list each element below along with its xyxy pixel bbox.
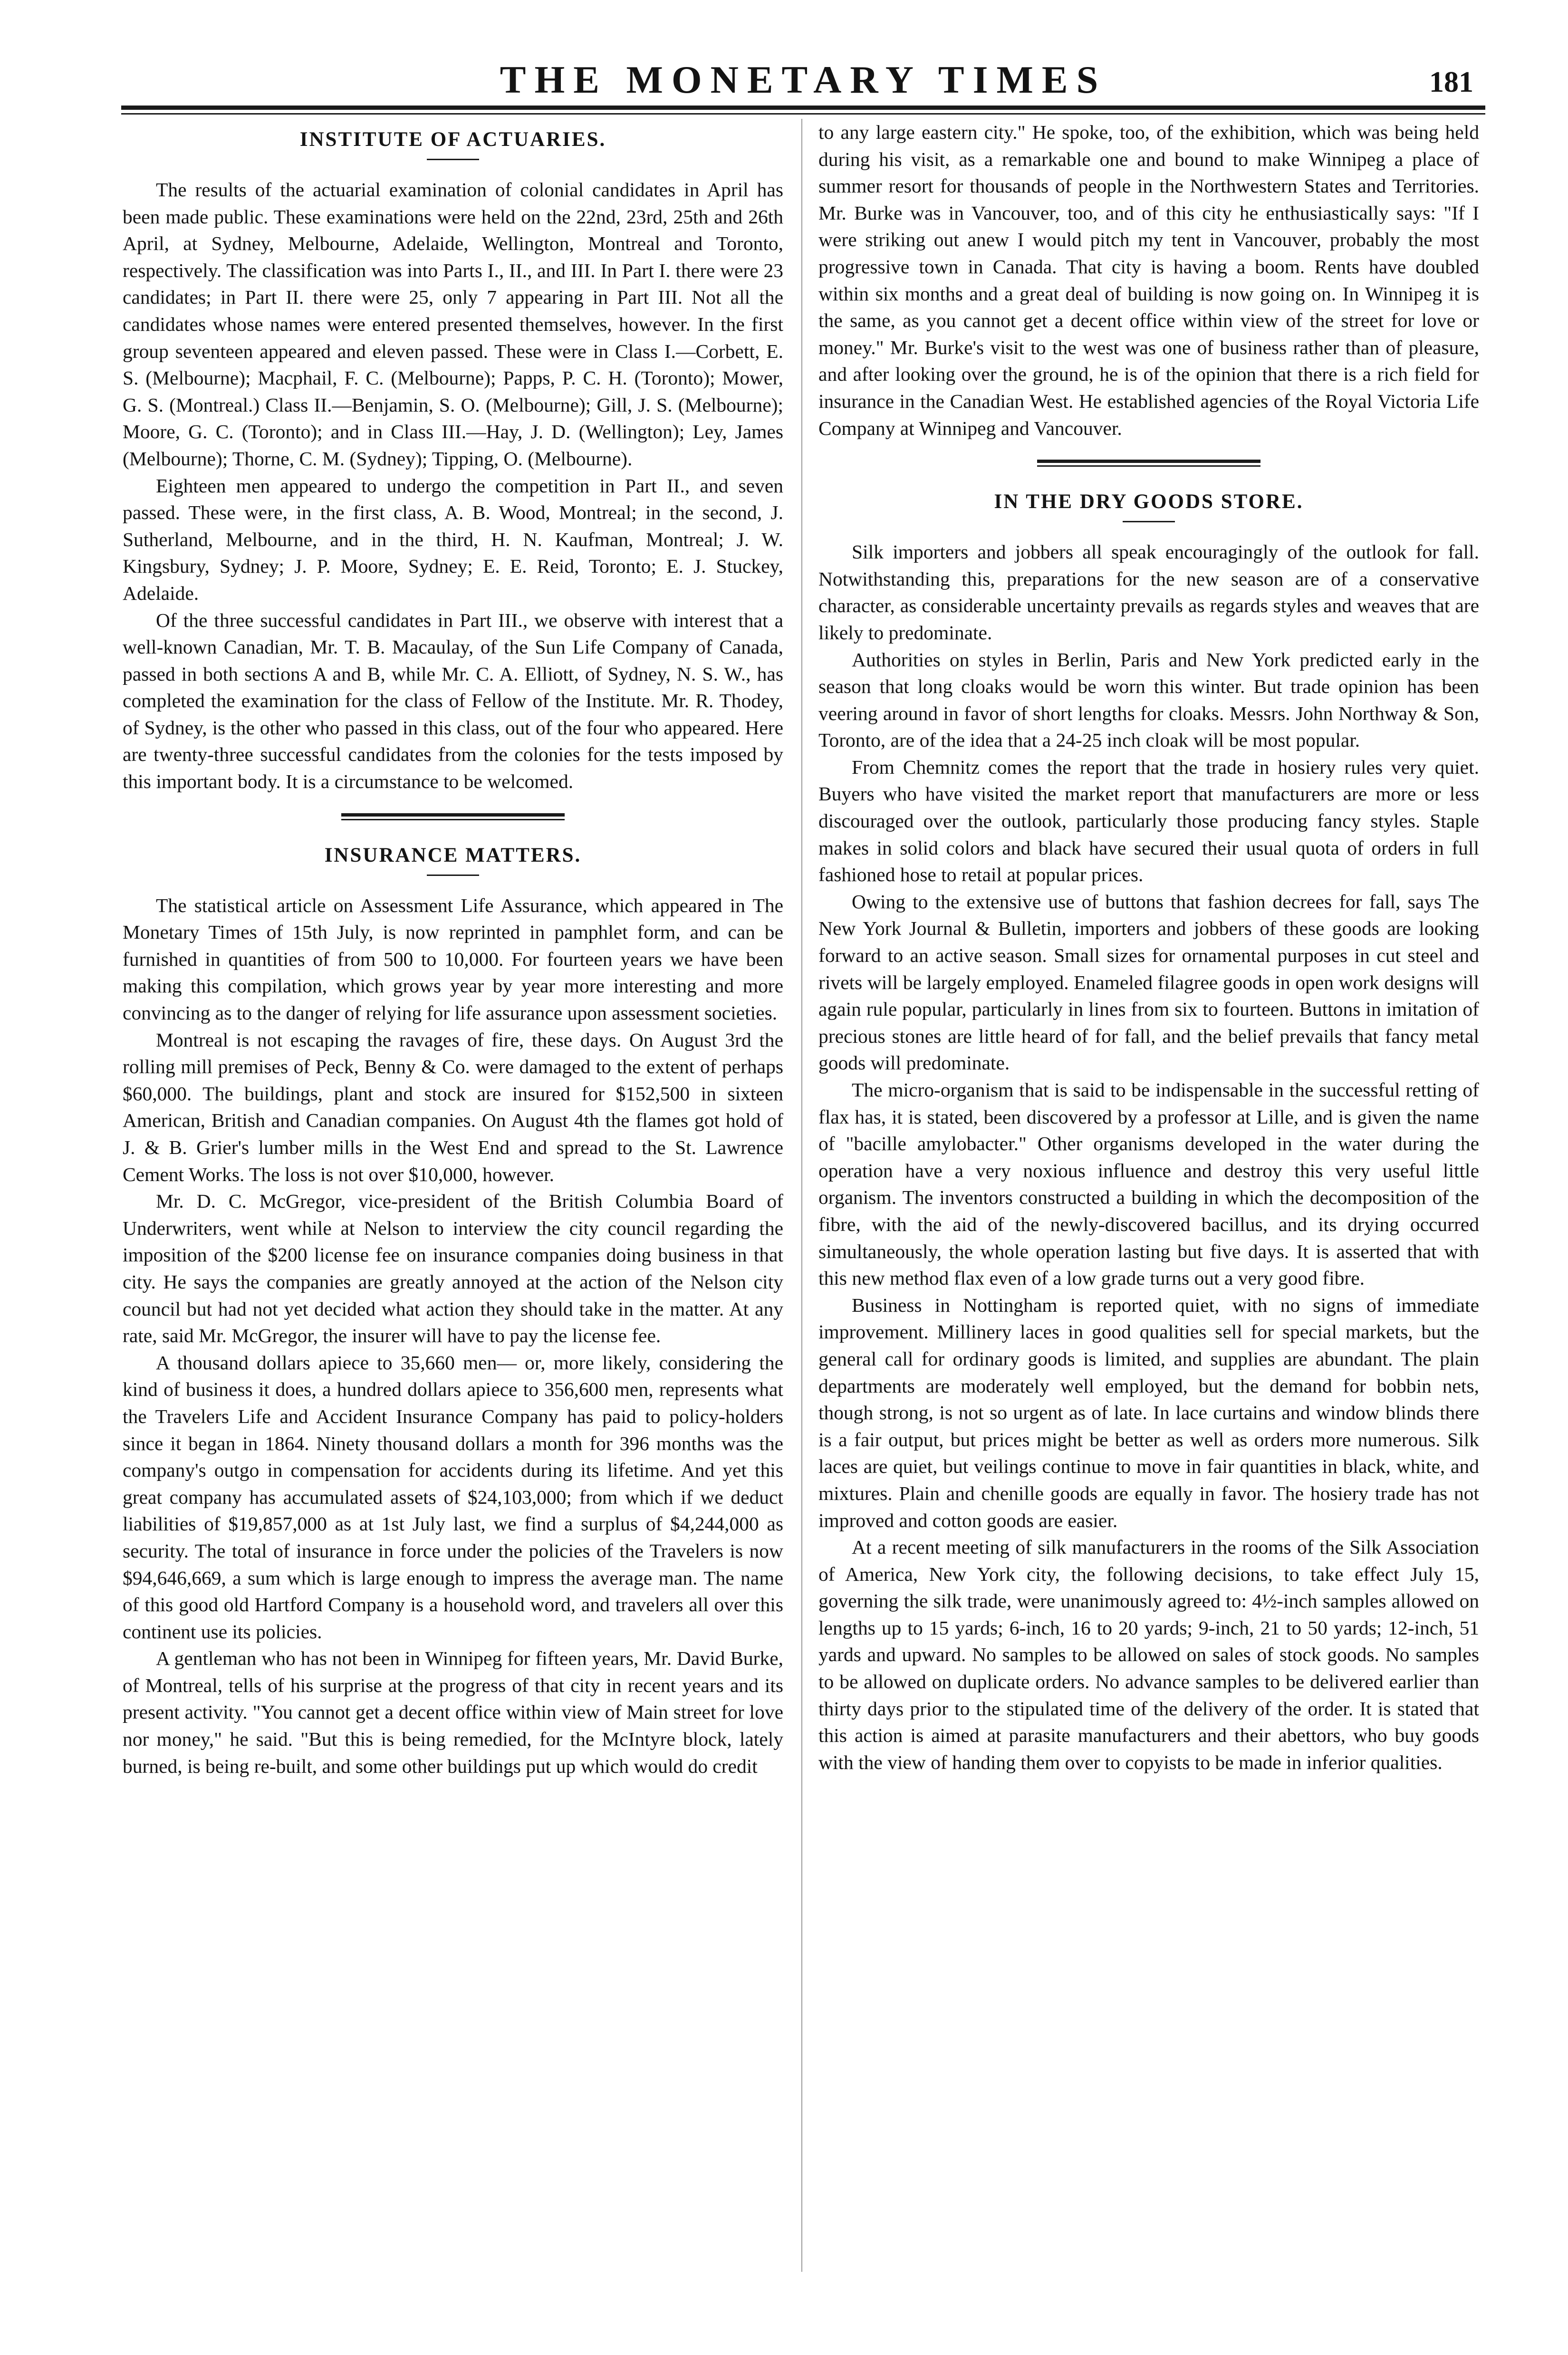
right-column bbox=[818, 119, 1479, 2305]
article-heading-actuaries: INSTITUTE OF ACTUARIES. bbox=[299, 128, 606, 151]
masthead bbox=[124, 56, 1483, 104]
paragraph: The micro-organism that is said to be indispensable in the successful retting of flax has, it is stated, been discovered by a professor at Lille, and is given the name of "bacille amylobacter." Other organisms developed in the water during the operation have a very noxious influence and destroy this very useful little organism. The inventors constructed a building in which the decomposition of the fibre, with the aid of the newly-discovered bacillus, and its drying occurred simultaneously, the whole operation lasting but five days. It is asserted that with this new method flax even of a low grade turns out a very good fibre. bbox=[818, 1079, 1479, 1289]
section-separator bbox=[1037, 460, 1260, 467]
paragraph: Mr. D. C. McGregor, vice-president of the British Columbia Board of Underwriters, went while at Nelson to interview the city council regarding the imposition of the $200 license fee on insurance companies doing business in that city. He says the companies are greatly annoyed at the action of the Nelson city council but had not yet decided what action they should take in the matter. At any rate, said Mr. McGregor, the insurer will have to pay the license fee. bbox=[123, 1190, 783, 1347]
heading-rule bbox=[1123, 521, 1175, 522]
article-heading-insurance: INSURANCE MATTERS. bbox=[324, 844, 582, 866]
article-heading-dry-goods: IN THE DRY GOODS STORE. bbox=[994, 490, 1304, 513]
paragraph: Owing to the extensive use of buttons that fashion decrees for fall, says The New York Journal & Bulletin, importers and jobbers of these goods are looking forward to an active season. Small sizes for ornamental purposes in cut steel and rivets will be largely employed. Enameled filagree goods in open work designs will again rule popular, particularly in lines from six to fourteen. Buttons in imitation of precious stones are little heard of for fall, and the belief prevails that fancy metal goods will predominate. bbox=[818, 890, 1479, 1074]
column-divider bbox=[801, 119, 802, 2272]
paragraph: The results of the actuarial examination of colonial candidates in April has been made public. These examinations were held on the 22nd, 23rd, 25th and 26th April, at Sydney, Melbourne, Adelaide, Wellington, Montreal and Toronto, respectively. The classification was into Parts I., II., and III. In Part I. there were 23 candidates; in Part II. there were 25, only 7 appearing in Part III. Not all the candidates whose names were entered presented themselves, however. In the first group seventeen appeared and eleven passed. These were in Class I.—Corbett, E. S. (Melbourne); Macphail, F. C. (Melbourne); Papps, P. C. H. (Toronto); Mower, G. S. (Montreal.) Class II.—Benjamin, S. O. (Melbourne); Gill, J. S. (Melbourne); Moore, G. C. (Toronto); and in Class III.—Hay, J. D. (Wellington); Ley, James (Melbourne); Thorne, C. M. (Sydney); Tipping, O. (Melbourne). bbox=[123, 179, 783, 470]
section-separator bbox=[341, 813, 565, 820]
continued-paragraph: to any large eastern city." He spoke, too, of the exhibition, which was being held during his visit, as a remarkable one and bound to make Winnipeg a place of summer resort for thousands of people in the Northwestern States and Territories. Mr. Burke was in Vancouver, too, and of this city he enthusiastically says: "If I were striking out anew I would pitch my tent in Vancouver, probably the most progressive town in Canada. That city is having a boom. Rents have doubled within six months and a great deal of building is now going on. In Winnipeg it is the same, as you cannot get a decent office within view of the street for love or money." Mr. Burke's visit to the west was one of business rather than of pleasure, and after looking over the ground, he is of the opinion that there is a rich field for insurance in the Canadian West. He established agencies of the Royal Victoria Life Company at Winnipeg and Vancouver. bbox=[818, 121, 1479, 439]
paragraph: Montreal is not escaping the ravages of fire, these days. On August 3rd the rolling mill premises of Peck, Benny & Co. were damaged to the extent of perhaps $60,000. The buildings, plant and stock are insured for $152,500 in sixteen American, British and Canadian companies. On August 4th the flames got hold of J. & B. Grier's lumber mills in the West End and spread to the St. Lawrence Cement Works. The loss is not over $10,000, however. bbox=[123, 1029, 783, 1185]
paragraph: The statistical article on Assessment Life Assurance, which appeared in The Monetary Times of 15th July, is now reprinted in pamphlet form, and can be furnished in quantities of from 500 to 10,000. For fourteen years we have been making this compilation, which grows year by year more interesting and more convincing as to the danger of relying for life assurance upon assessment societies. bbox=[123, 894, 783, 1024]
paragraph: Silk importers and jobbers all speak encouragingly of the outlook for fall. Notwithstanding this, preparations for the new season are of a conservative character, as considerable uncertainty prevails as regards styles and weaves that are likely to predominate. bbox=[818, 541, 1479, 644]
paragraph: At a recent meeting of silk manufacturers in the rooms of the Silk Association of America, New York city, the following decisions, to take effect July 15, governing the silk trade, were unanimously agreed to: 4½-inch samples allowed on lengths up to 15 yards; 6-inch, 16 to 20 yards; 9-inch, 21 to 50 yards; 12-inch, 51 yards and upward. No samples to be allowed on sales of stock goods. No samples to be allowed on duplicate orders. No advance samples to be delivered earlier than thirty days prior to the stipulated time of the delivery of the order. It is stated that this action is aimed at parasite manufacturers and their abettors, who buy goods with the view of handing them over to copyists to be made in inferior qualities. bbox=[818, 1536, 1479, 1773]
masthead-rule-thick bbox=[121, 106, 1485, 110]
left-column bbox=[123, 119, 783, 2305]
paragraph: Of the three successful candidates in Part III., we observe with interest that a well-known Canadian, Mr. T. B. Macaulay, of the Sun Life Company of Canada, passed in both sections A and B, while Mr. C. A. Elliott, of Sydney, N. S. W., has completed the examination for the class of Fellow of the Institute. Mr. R. Thodey, of Sydney, is the other who passed in this class, out of the four who appeared. Here are twenty-three successful candidates from the colonies for the tests imposed by this important body. It is a circumstance to be welcomed. bbox=[123, 609, 783, 793]
paragraph: Eighteen men appeared to undergo the competition in Part II., and seven passed. These were, in the first class, A. B. Wood, Montreal; in the second, J. Sutherland, Melbourne, and in the third, H. N. Kaufman, Montreal; J. W. Kingsbury, Sydney; J. P. Moore, Sydney; E. E. Reid, Toronto; E. J. Stuckey, Adelaide. bbox=[123, 474, 783, 604]
paragraph: From Chemnitz comes the report that the trade in hosiery rules very quiet. Buyers who have visited the market report that manufacturers are more or less discouraged over the outlook, particularly those producing fancy styles. Staple makes in solid colors and black have secured their usual quota of orders in full fashioned hose to retail at popular prices. bbox=[818, 756, 1479, 886]
paragraph: Business in Nottingham is reported quiet, with no signs of immediate improvement. Millinery laces in good qualities sell for special markets, but the general call for ordinary goods is limited, and supplies are abundant. The plain departments are moderately well employed, but the demand for bobbin nets, though strong, is not so urgent as of late. In lace curtains and window blinds there is a fair output, but prices might be better as well as orders more numerous. Silk laces are quiet, but veilings continue to move in fair quantities in black, white, and mixtures. Plain and chenille goods are equally in favor. The hosiery trade has not improved and cotton goods are easier. bbox=[818, 1294, 1479, 1531]
heading-rule bbox=[427, 875, 479, 876]
page-number: 181 bbox=[1429, 66, 1473, 98]
publication-title: THE MONETARY TIMES bbox=[500, 58, 1107, 101]
paragraph: Authorities on styles in Berlin, Paris and New York predicted early in the season that long cloaks would be worn this winter. But trade opinion has been veering around in favor of short lengths for cloaks. Messrs. John Northway & Son, Toronto, are of the idea that a 24-25 inch cloak will be most popular. bbox=[818, 648, 1479, 751]
paragraph: A thousand dollars apiece to 35,660 men— or, more likely, considering the kind of business it does, a hundred dollars apiece to 356,600 men, represents what the Travelers Life and Accident Insurance Company has paid to policy-holders since it began in 1864. Ninety thousand dollars a month for 396 months was the company's outgo in compensation for accidents during its lifetime. And yet this great company has accumulated assets of $24,103,000; from which if we deduct liabilities of $19,857,000 as at 1st July last, we find a surplus of $4,244,000 as security. The total of insurance in force under the policies of the Travelers is now $94,646,669, a sum which is large enough to impress the average man. The name of this good old Hartford Company is a household word, and travelers all over this continent use its policies. bbox=[123, 1351, 783, 1643]
paragraph: A gentleman who has not been in Winnipeg for fifteen years, Mr. David Burke, of Montreal, tells of his surprise at the progress of that city in recent years and its present activity. "You cannot get a decent office within view of Main street for love nor money," he said. "But this is being remedied, for the McIntyre block, lately burned, is being re-built, and some other buildings put up which would do credit bbox=[123, 1647, 783, 1777]
masthead-rule-thin bbox=[121, 113, 1485, 115]
heading-rule bbox=[427, 159, 479, 160]
